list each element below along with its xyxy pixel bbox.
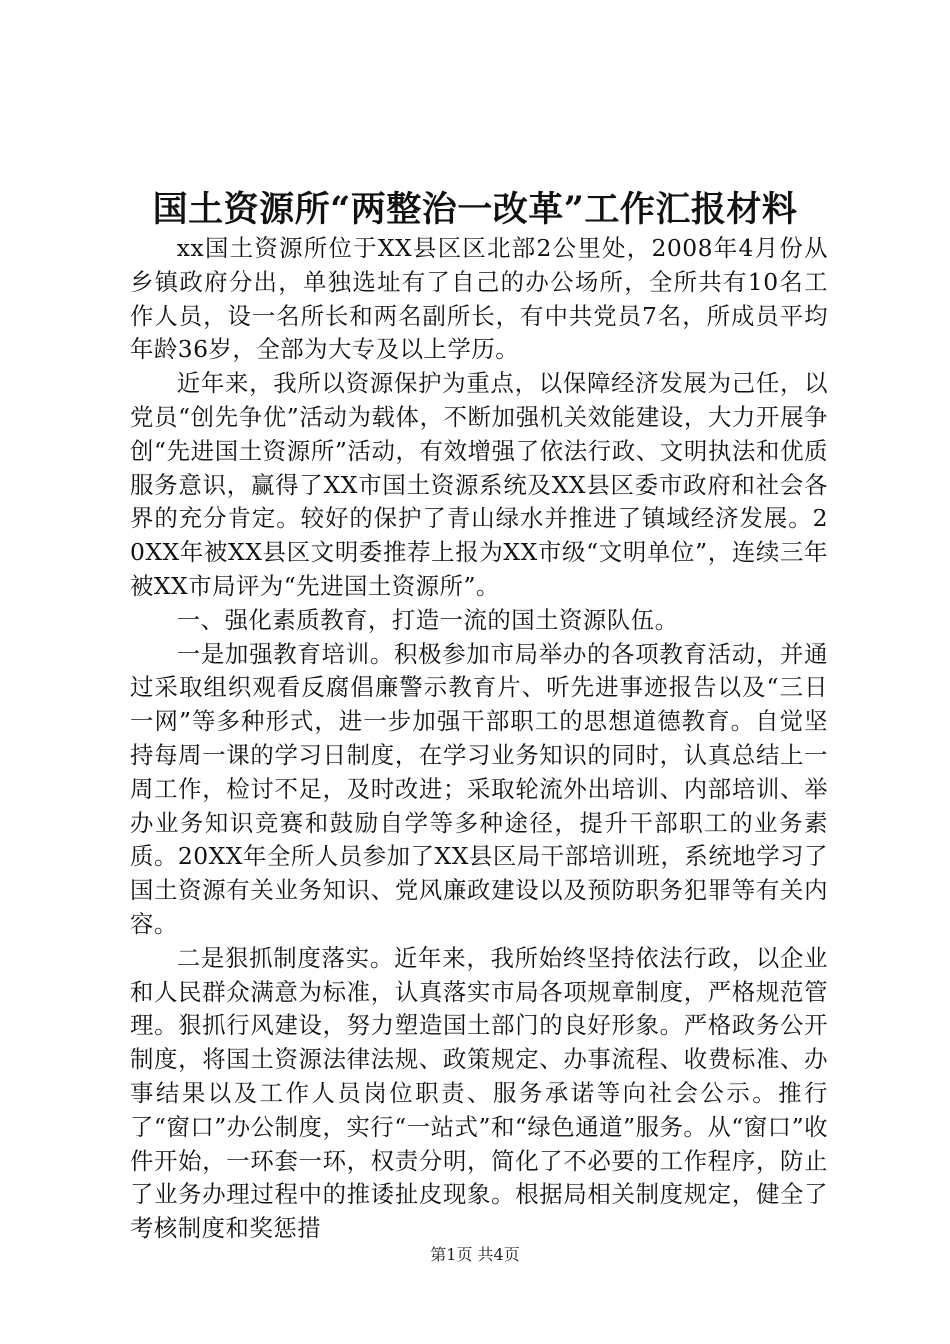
paragraph-intro: xx国土资源所位于XX县区区北部2公里处，2008年4月份从乡镇政府分出，单独选址有了自己的办公场所，全所共有10名工作人员，设一名所长和两名副所长，有中共党员7名，所成员平均年龄36岁，全部为大专及以上学历。 — [130, 234, 828, 364]
paragraph-education-training: 一是加强教育培训。积极参加市局举办的各项教育活动，并通过采取组织观看反腐倡廉警示教育片、听先进事迹报告以及“三日一网”等多种形式，进一步加强干部职工的思想道德教育。自觉坚持每周一课的学习日制度，在学习业务知识的同时，认真总结上一周工作，检讨不足，及时改进；采取轮流外出培训、内部培训、举办业务知识竞赛和鼓励自学等多种途径，提升干部职工的业务素质。20XX年全所人员参加了XX县区局干部培训班，系统地学习了国土资源有关业务知识、党风廉政建设以及预防职务犯罪等有关内容。 — [130, 639, 828, 938]
document-body — [130, 232, 828, 1246]
paragraph-achievements: 近年来，我所以资源保护为重点，以保障经济发展为己任，以党员“创先争优”活动为载体，不断加强机关效能建设，大力开展争创“先进国土资源所”活动，有效增强了依法行政、文明执法和优质服务意识，赢得了XX市国土资源系统及XX县区委市政府和社会各界的充分肯定。较好的保护了青山绿水并推进了镇域经济发展。20XX年被XX县区文明委推荐上报为XX市级“文明单位”，连续三年被XX市局评为“先进国土资源所”。 — [130, 369, 828, 600]
paragraph-system-implementation: 二是狠抓制度落实。近年来，我所始终坚持依法行政，以企业和人民群众满意为标准，认真落实市局各项规章制度，严格规范管理。狠抓行风建设，努力塑造国土部门的良好形象。严格政务公开制度，将国土资源法律法规、政策规定、办事流程、收费标准、办事结果以及工作人员岗位职责、服务承诺等向社会公示。推行了“窗口”办公制度，实行“一站式”和“绿色通道”服务。从“窗口”收件开始，一环套一环，权责分明，简化了不必要的工作程序，防止了业务办理过程中的推诿扯皮现象。根据局相关制度规定，健全了考核制度和奖惩措 — [130, 943, 828, 1243]
page-footer: 第1页 共4页 — [430, 1245, 520, 1264]
section-heading-1: 一、强化素质教育，打造一流的国土资源队伍。 — [176, 605, 679, 634]
document-title: 国土资源所“两整治一改革”工作汇报材料 — [152, 189, 798, 230]
